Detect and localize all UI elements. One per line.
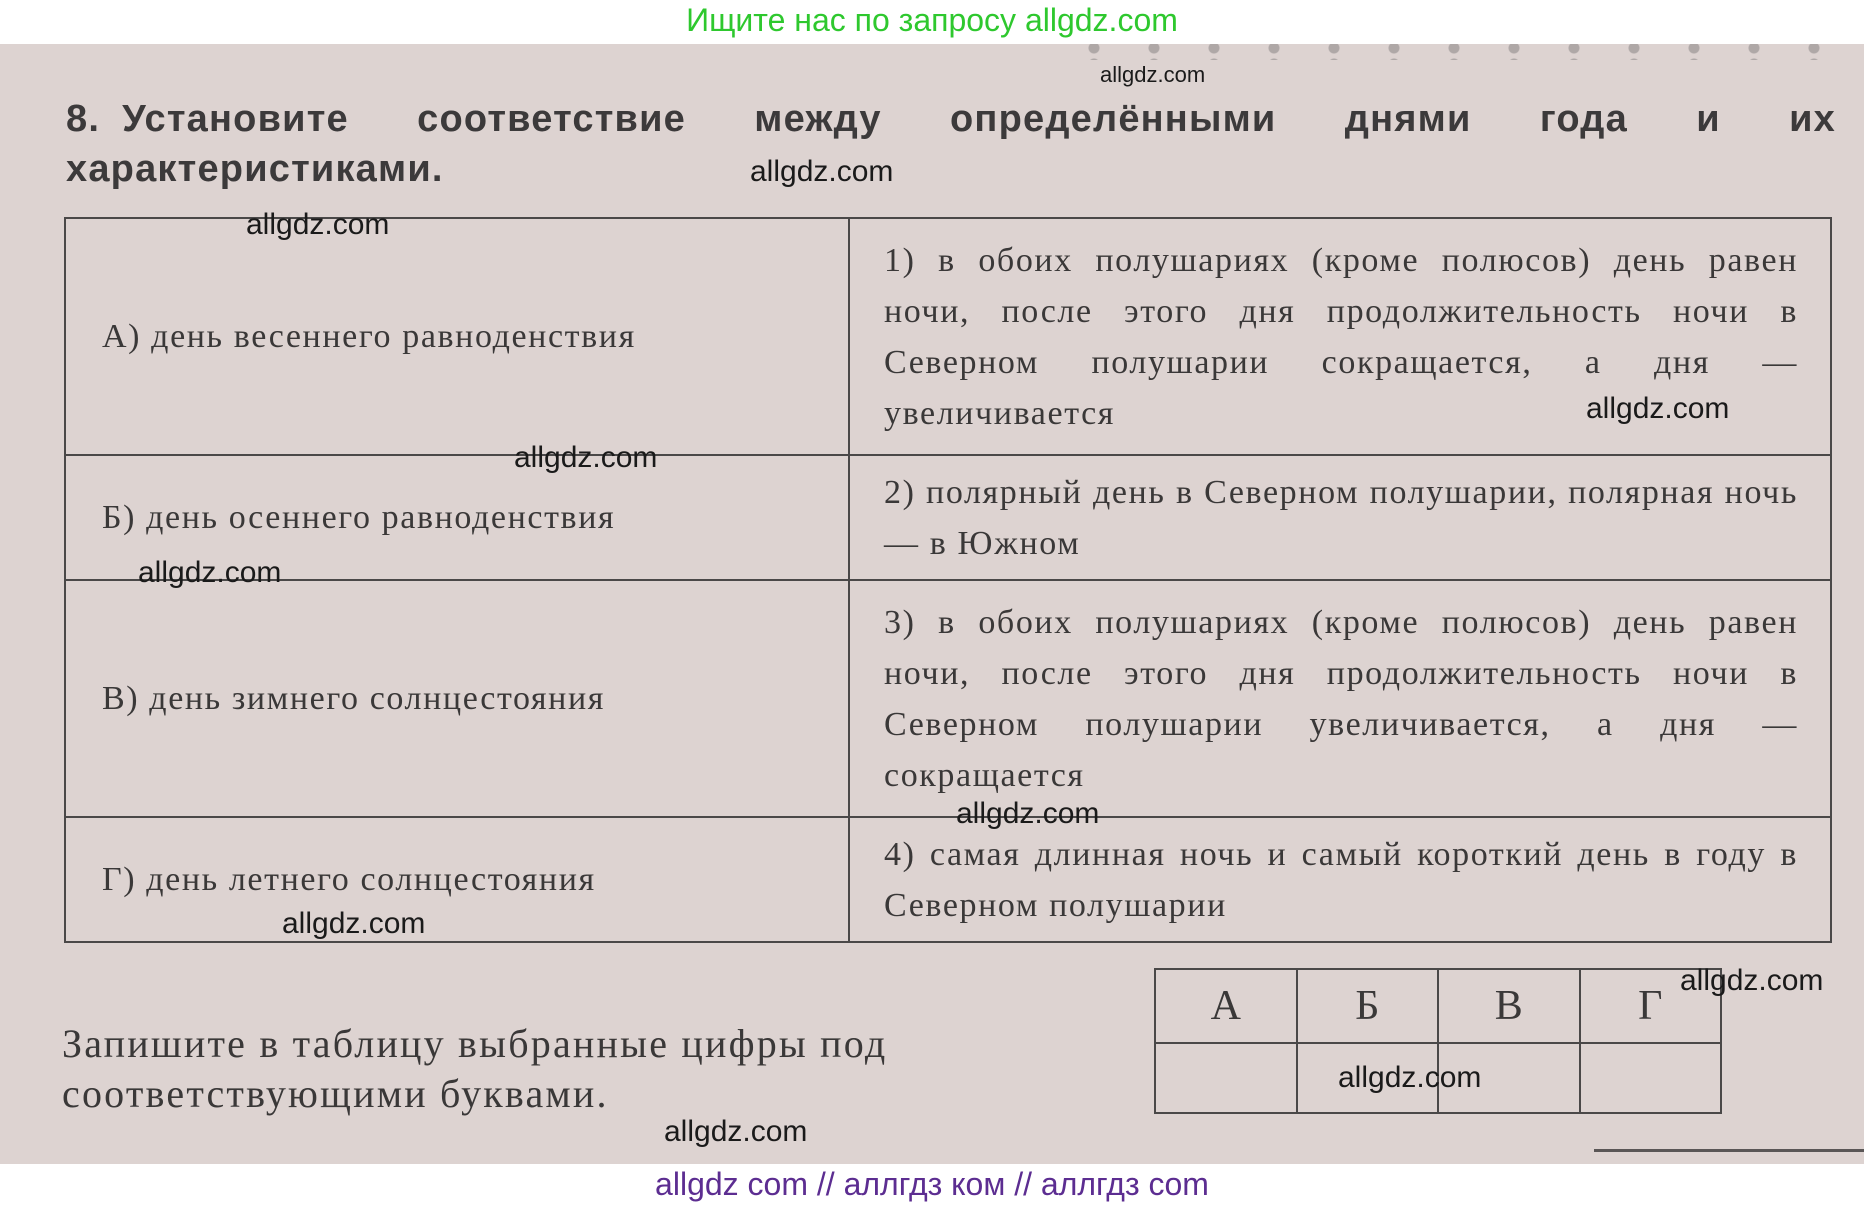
watermark: allgdz.com — [956, 797, 1100, 830]
answer-cell-g[interactable] — [1580, 1043, 1722, 1113]
watermark: allgdz.com — [1586, 392, 1730, 425]
answer-header-a: А — [1155, 969, 1297, 1043]
day-cell-a: А) день весеннего равноденствия — [65, 218, 849, 455]
matching-table — [64, 217, 1832, 943]
watermark: allgdz.com — [246, 208, 390, 241]
watermark: allgdz.com — [1100, 62, 1206, 87]
table-row — [65, 455, 1831, 580]
page-divider — [1594, 1149, 1864, 1152]
watermark: allgdz.com — [664, 1115, 808, 1148]
answer-cell-a[interactable] — [1155, 1043, 1297, 1113]
watermark: allgdz.com — [282, 907, 426, 940]
instruction-text: Запишите в таблицу выбранные цифры под соответствующими буквами. — [62, 1021, 888, 1116]
watermark: allgdz.com — [1338, 1061, 1482, 1094]
watermark: allgdz.com — [1680, 964, 1824, 997]
table-row — [65, 580, 1831, 817]
characteristic-cell-4: 4) самая длинная ночь и самый короткий день в году в Северном полушарии — [849, 817, 1831, 942]
task-title — [66, 94, 1836, 194]
task-number: 8. — [66, 98, 101, 140]
day-cell-g: Г) день летнего солнцестояния — [65, 817, 849, 942]
characteristic-cell-1: 1) в обоих полушариях (кроме полюсов) день равен ночи, после этого дня продолжительность ночи в Северном полушарии сокращается, а дня — увеличивается — [849, 218, 1831, 455]
day-cell-v: В) день зимнего солнцестояния — [65, 580, 849, 817]
watermark: allgdz.com — [514, 441, 658, 474]
watermark: allgdz.com — [138, 556, 282, 589]
answer-header-row — [1155, 969, 1721, 1043]
decorative-dots — [1044, 44, 1864, 60]
answer-header-b: Б — [1297, 969, 1439, 1043]
answer-header-g: Г — [1580, 969, 1722, 1043]
top-banner: Ищите нас по запросу allgdz.com — [686, 2, 1178, 38]
watermark: allgdz.com — [750, 155, 894, 188]
answer-header-v: В — [1438, 969, 1580, 1043]
characteristic-cell-2: 2) полярный день в Северном полушарии, полярная ночь — в Южном — [849, 455, 1831, 580]
characteristic-cell-3: 3) в обоих полушариях (кроме полюсов) день равен ночи, после этого дня продолжительность ночи в Северном полушарии увеличивается, а дня — сокращается — [849, 580, 1831, 817]
day-cell-b: Б) день осеннего равноденствия — [65, 455, 849, 580]
task-title-text: Установите соответствие между определёнными днями года и их характеристиками. — [66, 98, 1836, 190]
table-row — [65, 218, 1831, 455]
footer-banner: allgdz com // аллгдз ком // аллгдз com — [655, 1166, 1209, 1202]
